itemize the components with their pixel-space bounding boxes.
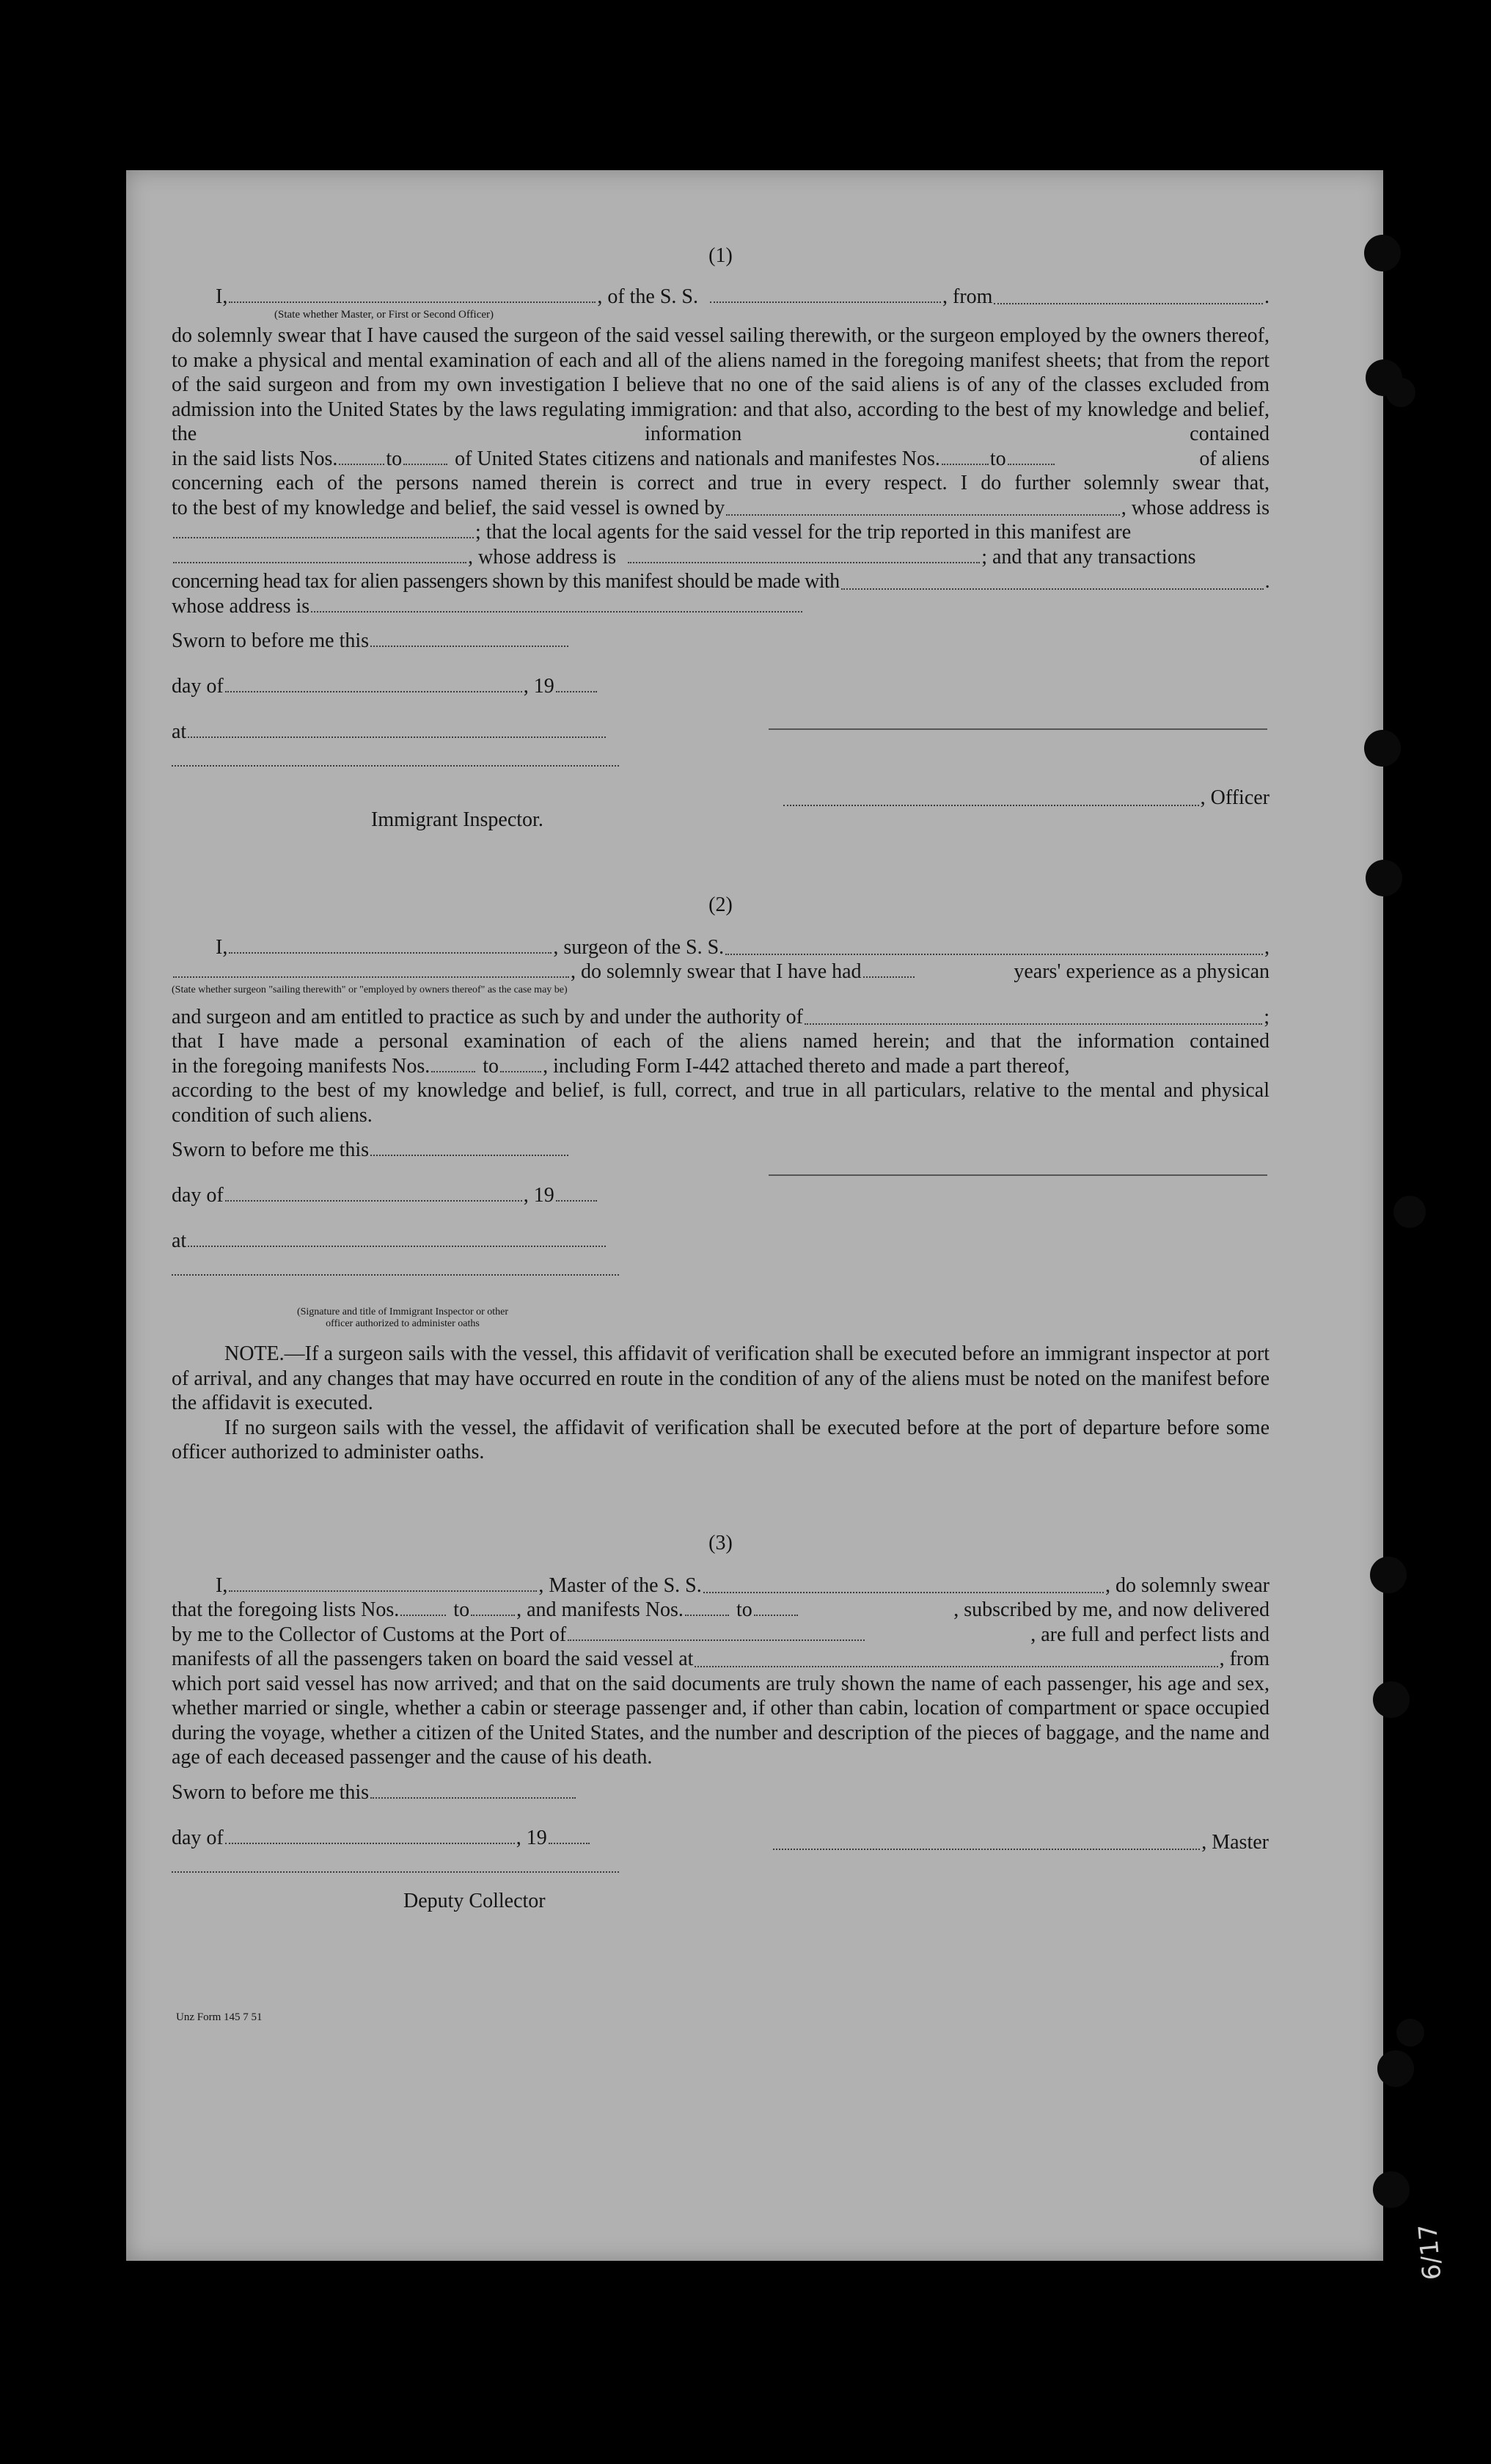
form-number: Unz Form 145 7 51 [176,2011,263,2023]
place-field-2[interactable] [188,1246,606,1247]
end-dot: . [1264,285,1270,308]
comma: , [1264,935,1270,959]
month-field-2[interactable] [225,1200,522,1202]
punch-hole [1366,860,1402,896]
master-name-field[interactable] [229,1590,537,1592]
i-label-3: I, [216,1573,228,1597]
i-label-2: I, [216,935,228,959]
surgeon-label: , surgeon of the S. S. [553,935,725,959]
agents-field[interactable] [173,562,466,563]
aliens-label: of aliens [1199,447,1270,470]
day-of-label: day of [172,675,224,698]
section-3-sworn [172,1780,1270,1917]
whose-address-label: , whose address is [1121,496,1270,519]
punch-hole [1364,235,1401,271]
years-experience-label: years' experience as a physican [1014,960,1270,983]
personal-exam-line: that I have made a personal examination of each of the aliens named herein; and that the information contained [172,1030,1270,1053]
at-label: at [172,720,187,743]
day-of-label-2: day of [172,1184,224,1207]
section-1-sworn [172,629,1270,831]
from-label: , from [942,285,993,308]
owner-field[interactable] [726,514,1120,516]
to-label-5: to [736,1598,752,1621]
year-label-2: , 19 [523,1184,554,1207]
from-port-field[interactable] [994,303,1263,304]
surgeon-status-field[interactable] [173,976,569,978]
lists-label: in the said lists Nos. [172,447,338,470]
section-3-number: (3) [708,1532,733,1554]
of-ss-label: , of the S. S. [597,285,699,308]
year-label: , 19 [523,675,554,698]
section-1-number: (1) [708,244,733,267]
to-label-3: to [483,1054,499,1078]
lists-to-field[interactable] [403,464,447,465]
year-field-2[interactable] [556,1200,597,1202]
port-field[interactable] [568,1639,865,1641]
subscribed-label: , subscribed by me, and now delivered [953,1598,1270,1621]
form-page [126,170,1383,2261]
lists-from-field-3[interactable] [400,1615,446,1616]
surgeon-signature-line[interactable] [769,1174,1267,1176]
master-paragraph-rest: which port said vessel has now arrived; and that on the said documents are truly shown the name of each passenger, his age and sex, whether married or single, whether a cabin or steerage passenger and, if other than cabin, location of compartment or space occupied during the voyage, whether a citizen of the United States, and the number and description of the pieces of baggage, and the name and age of each deceased passenger and the cause of his death. [172,1672,1270,1769]
signature-hint-line-2: officer authorized to administer oaths [326,1318,480,1329]
foregoing-lists-label: that the foregoing lists Nos. [172,1598,400,1621]
punch-hole [1364,730,1401,767]
head-tax-field[interactable] [841,588,1264,590]
month-field[interactable] [225,691,522,692]
day-of-label-3: day of [172,1826,224,1849]
sworn-day-field-2[interactable] [370,1155,568,1156]
inspector-title: Immigrant Inspector. [371,808,543,831]
section-1 [172,244,1270,831]
surgeon-status-hint: (State whether surgeon "sailing therewith" or "employed by owners thereof" as the case may be) [172,984,568,995]
punch-hole [1370,1557,1407,1593]
officer-title-hint: (State whether Master, or First or Second Officer) [274,309,494,321]
surgeon-ship-field[interactable] [725,954,1263,955]
sworn-day-field[interactable] [370,646,568,647]
agents-address-label: , whose address is [468,545,617,569]
year-field[interactable] [556,691,597,692]
manifest-from-field[interactable] [431,1071,475,1072]
section-2-number: (2) [708,893,733,916]
agents-address-field[interactable] [628,562,980,563]
master-signature-field[interactable] [773,1849,1200,1850]
full-perfect-label: , are full and perfect lists and [1030,1623,1270,1646]
owned-by-label: to the best of my knowledge and belief, the said vessel is owned by [172,496,725,519]
head-tax-address-field[interactable] [311,611,802,613]
i-label: I, [216,285,228,308]
transactions-label: ; and that any transactions [981,545,1196,569]
officer-signature-hint [230,1306,575,1330]
sworn-label-3: Sworn to before me this [172,1780,370,1804]
manifests-to-field-3[interactable] [754,1615,798,1616]
sworn-day-field-3[interactable] [370,1797,576,1799]
authority-field[interactable] [805,1023,1262,1025]
master-ship-field[interactable] [703,1592,1104,1593]
collector-label: by me to the Collector of Customs at the Port of [172,1623,567,1646]
note-paragraph: NOTE.—If a surgeon sails with the vessel, this affidavit of verification shall be executed before an immigrant inspector at port of arrival, and any changes that may have occurred en route in the condition of any of the aliens must be noted on the manifest before the affidavit is executed. [172,1342,1270,1414]
head-tax-dot: . [1264,570,1270,593]
section-2 [172,893,1270,1465]
at-label-2: at [172,1229,187,1252]
officer-signature-field[interactable] [783,805,1199,806]
month-field-3[interactable] [225,1843,515,1844]
punch-hole [1377,2050,1414,2087]
year-field-3[interactable] [549,1843,590,1844]
to-label-2: to [989,447,1006,470]
oath-paragraph-1: do solemnly swear that I have caused the surgeon of the said vessel sailing therewith, or the surgeon employed by the owners thereof, to make a physical and mental examination of each and all of the aliens named in the foregoing manifest sheets; that from the report of the said surgeon and from my own investigation I believe that no one of the said aliens is of any of the classes excluded from admission into the United States by the laws regulating immigration: and that also, according to the best of my knowledge and belief, the information contained [172,324,1270,445]
to-label-4: to [453,1598,470,1621]
lists-to-field-3[interactable] [471,1615,515,1616]
punch-hole [1396,2019,1424,2047]
master-signature-line[interactable] [769,728,1267,730]
deputy-signature-field[interactable] [172,1871,619,1873]
place-field[interactable] [188,736,606,738]
semicolon: ; [1264,1005,1270,1028]
manifests-to-field[interactable] [1008,464,1055,465]
punch-hole [1393,1196,1426,1228]
agents-label: ; that the local agents for the said vessel for the trip reported in this manifest are [475,521,1132,544]
manifests-from-field[interactable] [942,464,989,465]
ship-name-field[interactable] [710,301,941,303]
master-sig-label: , Master [1201,1830,1269,1854]
including-label: , including Form I-442 attached thereto and made a part thereof, [543,1054,1070,1078]
officer-title-field[interactable] [229,301,596,303]
signature-hint-line-1: (Signature and title of Immigrant Inspector or other [296,1306,509,1317]
punch-hole [1386,378,1415,407]
section-3 [172,1531,1270,1917]
and-manifests-label: , and manifests Nos. [516,1598,684,1621]
to-label: to [386,447,403,470]
do-swear-label: , do solemnly swear [1105,1573,1270,1597]
citizens-label: of United States citizens and nationals and manifestes Nos. [455,447,940,470]
officer-label: , Officer [1200,786,1270,809]
owner-address-field[interactable] [173,537,474,538]
from-label-3: , from [1219,1648,1270,1670]
note-paragraph-2: If no surgeon sails with the vessel, the affidavit of verification shall be executed before at the port of departure before some officer authorized to administer oaths. [172,1416,1270,1463]
sworn-label: Sworn to before me this [172,629,370,652]
sworn-label-2: Sworn to before me this [172,1138,370,1161]
manifest-to-field[interactable] [500,1071,541,1072]
inspector-signature-field[interactable] [172,765,619,767]
punch-hole [1373,1681,1410,1718]
authority-label: and surgeon and am entitled to practice as such by and under the authority of [172,1005,803,1028]
manifests-of-passengers-label: manifests of all the passengers taken on board the said vessel at [172,1648,694,1670]
manifests-from-field-3[interactable] [685,1615,729,1616]
officer-signature-field-2[interactable] [172,1274,619,1276]
margin-pencil-note: 6/17 [1413,2223,1448,2281]
lists-from-field[interactable] [339,464,384,465]
swear-label: , do solemnly swear that I have had [571,960,862,983]
deputy-collector-title: Deputy Collector [403,1889,546,1912]
master-label: , Master of the S. S. [538,1573,702,1597]
years-field[interactable] [863,976,915,978]
manifests-label: in the foregoing manifests Nos. [172,1054,431,1078]
head-tax-address-label: whose address is [172,594,310,618]
section-2-sworn [172,1138,1270,1329]
surgeon-paragraph-rest: according to the best of my knowledge and belief, is full, correct, and true in all particulars, relative to the mental and physical condition of such aliens. [172,1079,1270,1127]
punch-hole [1373,2171,1410,2208]
oath-paragraph-2: concerning each of the persons named therein is correct and true in every respect. I do further solemnly swear that, [172,472,1270,494]
year-label-3: , 19 [516,1826,547,1849]
head-tax-label: concerning head tax for alien passengers shown by this manifest should be made with [172,570,840,593]
surgeon-name-field[interactable] [229,952,552,954]
embark-port-field[interactable] [695,1666,1217,1667]
